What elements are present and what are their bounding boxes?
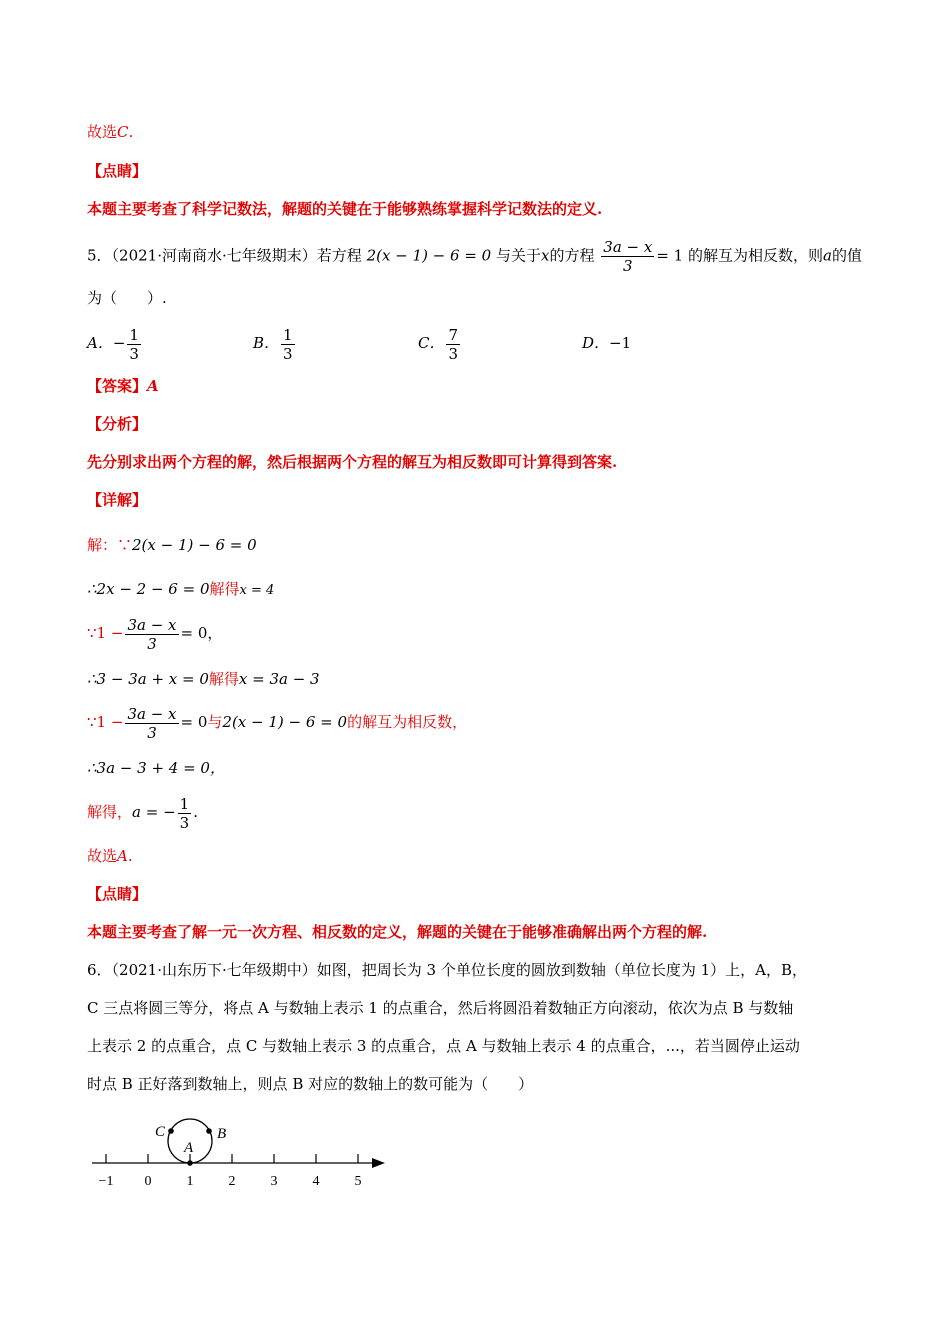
axis-ticks xyxy=(99,1154,362,1189)
q6-stem-line2: C 三点将圆三等分，将点 A 与数轴上表示 1 的点重合，然后将圆沿着数轴正方向滚动，依次为点 B 与数轴 xyxy=(87,999,794,1017)
point-c-dot xyxy=(168,1128,174,1134)
axis-tick-label: 5 xyxy=(354,1174,362,1189)
q6-stem-line1: 6．（2021·山东历下·七年级期中）如图，把周长为 3 个单位长度的圆放到数轴（单位长度为 1）上，A，B， xyxy=(87,961,808,979)
prev-choice-line: 故选C. xyxy=(87,123,134,141)
q5-option-a: A．− $\frac{1}{3}$ xyxy=(87,325,139,363)
q5-step7: 解得，a = − $\frac{1}{3}$ . xyxy=(87,794,198,832)
q5-answer: A xyxy=(147,377,159,395)
q5-option-d: D．−1 xyxy=(582,334,632,352)
q5-step4: ∴3 − 3a + x = 0解得x = 3a − 3 xyxy=(87,670,320,688)
q6-number-line-figure xyxy=(80,1112,400,1194)
point-a-dot xyxy=(187,1160,193,1166)
q5-analysis-tag: 【分析】 xyxy=(87,415,148,433)
q5-dianjing-text: 本题主要考查了解一元一次方程、相反数的定义，解题的关键在于能够准确解出两个方程的解. xyxy=(87,923,708,941)
q5-dianjing-tag: 【点睛】 xyxy=(87,885,148,903)
q5-option-c: C． $\frac{7}{3}$ xyxy=(418,325,459,363)
q5-detail-tag: 【详解】 xyxy=(87,491,148,509)
axis-tick-label: 1 xyxy=(186,1174,194,1189)
q6-stem-line3: 上表示 2 的点重合，点 C 与数轴上表示 3 的点重合，点 A 与数轴上表示 4 的点重合，...，若当圆停止运动 xyxy=(87,1037,800,1055)
q5-stem-line2: 为（ ）. xyxy=(87,289,167,307)
axis-tick-label: 2 xyxy=(228,1174,236,1189)
q5-choice-line: 故选A. xyxy=(87,847,133,865)
q5-step5: ∵1 − $\frac{3a - x}{3}$ = 0与2(x − 1) − 6 = 0的解互为相反数， xyxy=(87,704,468,742)
q5-eq1: 2(x − 1) − 6 = 0 xyxy=(366,246,492,265)
point-b-label: B xyxy=(217,1126,227,1142)
q5-step2: ∴2x − 2 − 6 = 0解得x = 4 xyxy=(87,580,275,598)
axis-arrow xyxy=(372,1158,385,1168)
axis-tick-label: −1 xyxy=(98,1174,114,1189)
point-a-label: A xyxy=(184,1140,194,1156)
axis-tick-label: 4 xyxy=(312,1174,320,1189)
q5-step6: ∴3a − 3 + 4 = 0， xyxy=(87,759,225,777)
q5-step1: 解：∵2(x − 1) − 6 = 0 xyxy=(87,536,257,554)
q6-stem-line4: 时点 B 正好落到数轴上，则点 B 对应的数轴上的数可能为（ ） xyxy=(87,1075,534,1093)
axis-tick-label: 0 xyxy=(144,1174,152,1189)
q5-analysis-text: 先分别求出两个方程的解，然后根据两个方程的解互为相反数即可计算得到答案. xyxy=(87,453,618,471)
q5-fraction: $\frac{3a - x}{3}$ xyxy=(603,238,653,275)
prev-dianjing-text: 本题主要考查了科学记数法，解题的关键在于能够熟练掌握科学记数法的定义. xyxy=(87,200,603,218)
point-c-label: C xyxy=(155,1124,166,1140)
prev-choice-letter: C xyxy=(117,123,129,141)
prev-dianjing-tag: 【点睛】 xyxy=(87,162,148,180)
q5-stem-line1: 5．（2021·河南商水·七年级期末）若方程 2(x − 1) − 6 = 0 与关于x的方程 $\frac{3a - x}{3}$ = 1 的解互为相反数，则a的值 xyxy=(87,238,862,275)
q5-options xyxy=(87,322,687,364)
q5-answer-line: 【答案】A xyxy=(87,377,159,395)
axis-tick-label: 3 xyxy=(270,1174,278,1189)
q5-option-b: B． $\frac{1}{3}$ xyxy=(253,325,293,363)
point-b-dot xyxy=(206,1128,212,1134)
q5-step3: ∵1 − $\frac{3a - x}{3}$ = 0， xyxy=(87,615,223,653)
